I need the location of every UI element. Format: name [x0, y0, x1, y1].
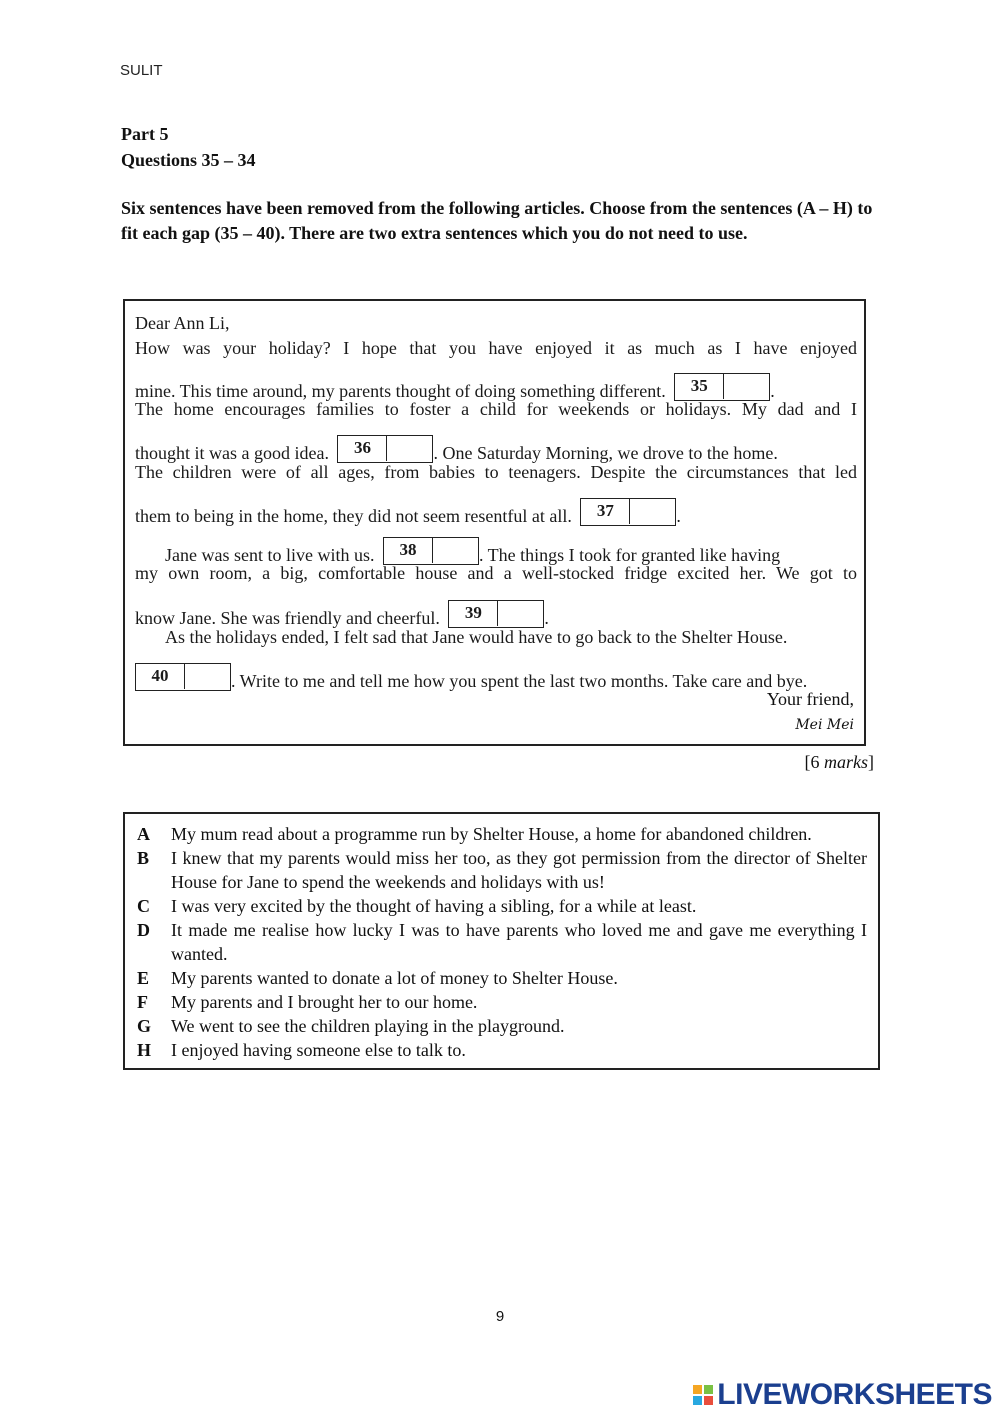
letter-line [135, 498, 681, 527]
part-title: Part 5 [121, 124, 169, 144]
brand-name: LIVEWORKSHEETS [717, 1378, 992, 1411]
gap-39-box[interactable] [448, 600, 544, 628]
marks-suffix: ] [868, 752, 874, 772]
option-text: I enjoyed having someone else to talk to. [171, 1040, 466, 1060]
letter-text: . The things I took for granted like having [478, 545, 781, 565]
option-text: My parents wanted to donate a lot of money to Shelter House. [171, 968, 618, 988]
gap-number: 40 [136, 664, 185, 689]
gap-37-box[interactable] [580, 498, 676, 526]
letter-line [135, 600, 549, 629]
marks-word: marks [824, 752, 868, 772]
option-text: My parents and I brought her to our home. [171, 992, 478, 1012]
options-box [123, 812, 880, 1070]
letter-text: Jane was sent to live with us. [165, 545, 375, 565]
letter-greeting: Dear Ann Li, [135, 313, 230, 333]
gap-number: 37 [581, 499, 630, 524]
period: . [676, 506, 681, 526]
worksheet-logo-icon [692, 1383, 714, 1407]
letter-line: How was your holiday? I hope that you have enjoyed it as much as I have enjoyed [135, 338, 857, 358]
letter-line [165, 537, 780, 566]
period: . [770, 381, 775, 401]
period: . [544, 608, 549, 628]
liveworksheets-logo[interactable] [692, 1378, 992, 1412]
signature: Mei Mei [795, 717, 854, 733]
option-letter: B [137, 848, 150, 868]
letter-line [135, 373, 775, 402]
option-letter: D [137, 920, 150, 940]
part-heading [121, 121, 256, 173]
option-text: My mum read about a programme run by Shelter House, a home for abandoned children. [171, 824, 812, 844]
gap-36-box[interactable] [337, 435, 433, 463]
option-text: I knew that my parents would miss her too, as they got permission from the director of Shelter House for Jane to spend the weekends and holidays with us! [171, 848, 867, 892]
option-letter: A [137, 824, 150, 844]
option-text: We went to see the children playing in the playground. [171, 1016, 565, 1036]
header-label: SULIT [120, 62, 163, 79]
letter-line [135, 663, 807, 692]
questions-range: Questions 35 – 34 [121, 150, 256, 170]
letter-text: . One Saturday Morning, we drove to the home. [433, 443, 778, 463]
option-letter: F [137, 992, 148, 1012]
letter-text: mine. This time around, my parents thought of doing something different. [135, 381, 666, 401]
gap-number: 35 [675, 374, 724, 399]
letter-box [123, 299, 866, 746]
option-text: I was very excited by the thought of having a sibling, for a while at least. [171, 896, 697, 916]
letter-text: them to being in the home, they did not seem resentful at all. [135, 506, 572, 526]
letter-text: . Write to me and tell me how you spent the last two months. Take care and bye. [231, 671, 808, 691]
letter-line: As the holidays ended, I felt sad that Jane would have to go back to the Shelter House. [165, 627, 788, 647]
letter-line [135, 435, 778, 464]
option-text: It made me realise how lucky I was to have parents who loved me and gave me everything I wanted. [171, 920, 867, 964]
option-letter: E [137, 968, 150, 988]
instructions: Six sentences have been removed from the following articles. Choose from the sentences (A – H) to fit each gap (35 – 40). There are two extra sentences which you do not need to use. [121, 198, 873, 243]
marks-label [805, 752, 875, 773]
letter-line: The children were of all ages, from babies to teenagers. Despite the circumstances that led [135, 462, 857, 482]
gap-38-box[interactable] [383, 537, 479, 565]
marks-prefix: [6 [804, 752, 824, 772]
gap-35-box[interactable] [674, 373, 770, 401]
letter-text: thought it was a good idea. [135, 443, 329, 463]
gap-number: 38 [384, 538, 433, 563]
page-number: 9 [495, 1308, 505, 1325]
option-letter: G [137, 1016, 152, 1036]
letter-text: know Jane. She was friendly and cheerful. [135, 608, 440, 628]
gap-40-box[interactable] [135, 663, 231, 691]
option-letter: C [137, 896, 150, 916]
gap-number: 36 [338, 436, 387, 461]
gap-number: 39 [449, 601, 498, 626]
letter-line: The home encourages families to foster a child for weekends or holidays. My dad and I [135, 399, 857, 419]
closing: Your friend, [766, 689, 854, 709]
option-letter: H [137, 1040, 152, 1060]
letter-line: my own room, a big, comfortable house and a well-stocked fridge excited her. We got to [135, 563, 857, 583]
